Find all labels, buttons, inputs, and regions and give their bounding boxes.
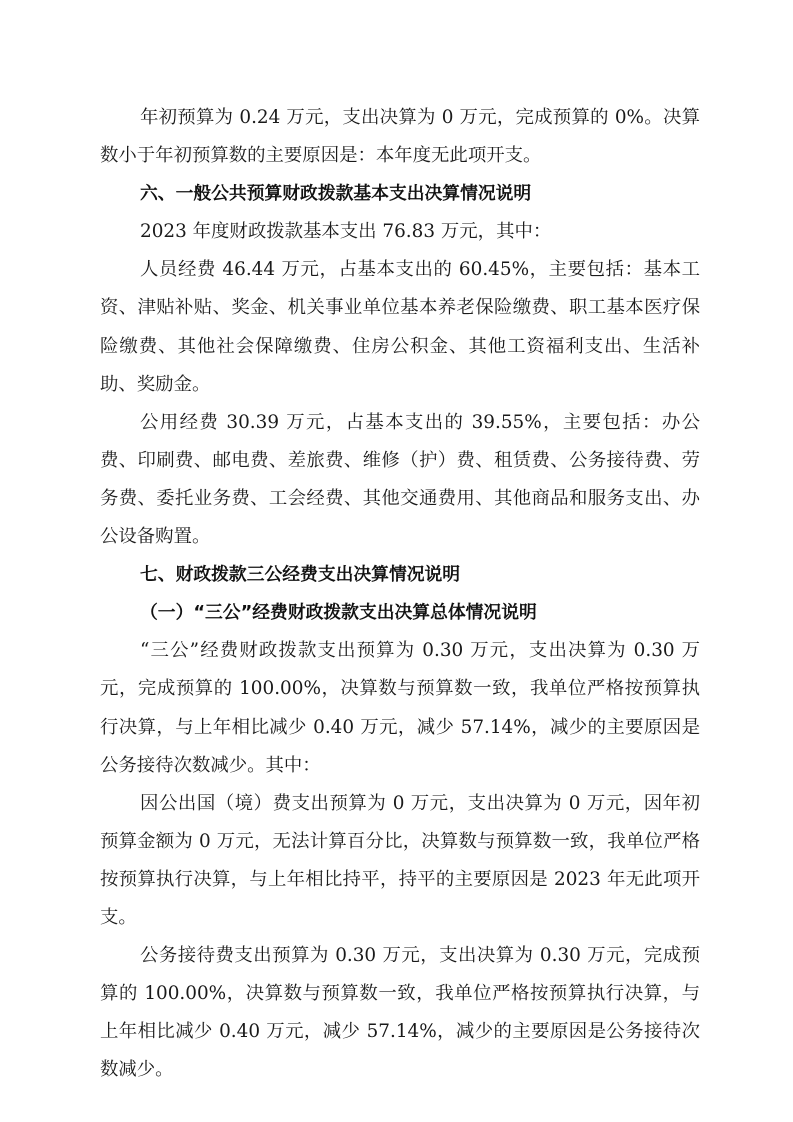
subsection-heading-1: （一）“三公”经费财政拨款支出决算总体情况说明: [140, 602, 537, 624]
section-heading-7: 七、财政拨款三公经费支出决算情况说明: [140, 564, 461, 586]
paragraph-personnel-expense: 人员经费 46.44 万元，占基本支出的 60.45%，主要包括：基本工资、津贴补贴、奖金、机关事业单位基本养老保险缴费、职工基本医疗保险缴费、其他社会保障缴费、住房公积金、其他工资福利支出、生活补助、奖励金。: [100, 259, 700, 395]
paragraph-budget-note: 年初预算为 0.24 万元，支出决算为 0 万元，完成预算的 0%。决算数小于年初预算数的主要原因是：本年度无此项开支。: [100, 107, 700, 167]
paragraph-three-public-overview: “三公”经费财政拨款支出预算为 0.30 万元，支出决算为 0.30 万元，完成预算的 100.00%，决算数与预算数一致，我单位严格按预算执行决算，与上年相比减少 0.40 万元，减少 57.14%，减少的主要原因是公务接待次数减少。其中：: [100, 640, 700, 776]
paragraph-public-expense: 公用经费 30.39 万元，占基本支出的 39.55%，主要包括：办公费、印刷费、邮电费、差旅费、维修（护）费、租赁费、公务接待费、劳务费、委托业务费、工会经费、其他交通费用、其他商品和服务支出、办公设备购置。: [100, 411, 700, 548]
section-heading-6: 六、一般公共预算财政拨款基本支出决算情况说明: [140, 183, 532, 205]
paragraph-overseas-travel: 因公出国（境）费支出预算为 0 万元，支出决算为 0 万元，因年初预算金额为 0 万元，无法计算百分比，决算数与预算数一致，我单位严格按预算执行决算，与上年相比持平，持平的主要原因是 2023 年无此项开支。: [100, 792, 700, 928]
paragraph-basic-expenditure: 2023 年度财政拨款基本支出 76.83 万元，其中：: [140, 221, 552, 243]
paragraph-official-reception: 公务接待费支出预算为 0.30 万元，支出决算为 0.30 万元，完成预算的 100.00%，决算数与预算数一致，我单位严格按预算执行决算，与上年相比减少 0.40 万元，减少 57.14%，减少的主要原因是公务接待次数减少。: [100, 945, 700, 1081]
document-body: [100, 99, 700, 1089]
